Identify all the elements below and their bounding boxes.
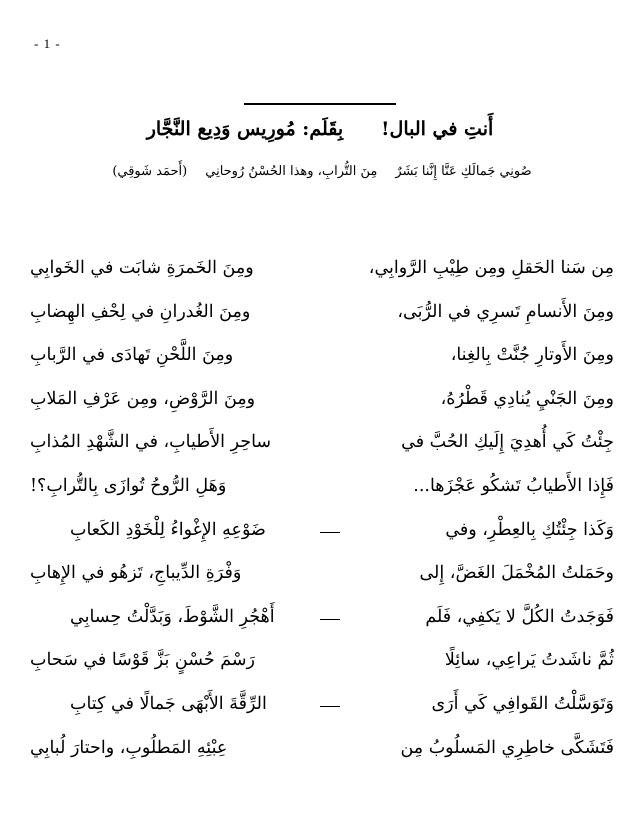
epigraph-first-hemistich: صُونِي جَمالَكِ عَنَّا إِنَّنا بَشَرٌ <box>395 164 532 179</box>
verse-second-hemistich: ومِنَ اللَّحْنِ تَهادَى في الرَّبابِ <box>30 345 234 366</box>
verse-first-hemistich: ومِنَ الجَنْيِ يُنادِي قَطْرُهُ، <box>440 388 614 409</box>
verse-second-hemistich: عِبْئِهِ المَطلُوبِ، واحتارَ لُبابِي <box>30 737 228 758</box>
verse-line <box>0 730 644 774</box>
verse-first-hemistich: جِئْتُ كَي أُهدِيَ إِلَيكِ الحُبَّ في <box>401 432 614 453</box>
verse-line <box>0 468 644 512</box>
continuation-dash <box>320 532 340 533</box>
title-divider <box>244 103 396 105</box>
verse-line <box>0 599 644 643</box>
verse-second-hemistich: وَفْرَةِ الدِّيباجِ، تَزهُو في الإِهابِ <box>30 563 242 584</box>
verse-second-hemistich: ومِنَ الخَمرَةِ شابَت في الخَوابِي <box>30 258 254 278</box>
epigraph-second-hemistich: مِنَ التُّرابِ، وهذا الحُسْنُ رُوحانِي <box>205 164 378 179</box>
poem-body <box>0 250 644 790</box>
verse-first-hemistich: وَتَوَسَّلْتُ القَوافِي كَي أَرَى <box>431 693 614 714</box>
verse-line <box>0 555 644 599</box>
verse-second-hemistich: ساحِرِ الأَطيابِ، في الشَّهْدِ المُذابِ <box>30 432 272 453</box>
page-number: - 1 - <box>34 36 61 51</box>
verse-line <box>0 294 644 338</box>
verse-second-hemistich: ومِنَ الرَّوْضِ، ومِن عَرْفِ المَلابِ <box>30 388 256 409</box>
verse-first-hemistich: ومِنَ الأَوتارِ جُنَّتْ بِالغِنا، <box>450 345 614 366</box>
poem-title: أَنتِ في البال! <box>381 118 494 140</box>
poem-byline: بِقَلَم: مُورِيس وَدِيع النَّجَّار <box>146 118 344 140</box>
verse-second-hemistich: الرِّقَّةَ الأَبْهَى جَمالًا في كِتابِ <box>70 693 267 714</box>
verse-first-hemistich: وَكَذا جِئْتُكِ بِالعِطْرِ، وفي <box>445 519 614 540</box>
verse-first-hemistich: فَإِذا الأَطيابُ تَشكُو عَجْزَها... <box>413 475 614 496</box>
verse-first-hemistich: فَوَجَدتُ الكُلَّ لا يَكفِي، فَلَم <box>425 606 614 627</box>
verse-first-hemistich: ثُمَّ ناشَدتُ يَراعِي، سائِلًا <box>444 650 614 671</box>
verse-first-hemistich: فَتَشَكَّى خاطِرِي المَسلُوبُ مِن <box>400 737 614 758</box>
continuation-dash <box>320 619 340 620</box>
verse-first-hemistich: ومِنَ الأَنسامِ تَسرِي في الرُّبَى، <box>397 301 614 322</box>
verse-second-hemistich: ومِنَ الغُدرانِ في لِحْفِ الهِضابِ <box>30 301 251 322</box>
verse-line <box>0 512 644 556</box>
verse-line <box>0 424 644 468</box>
verse-first-hemistich: مِن سَنا الحَقلِ ومِن طِيْبِ الرَّوابِي، <box>368 258 614 278</box>
verse-second-hemistich: أَهْجُرِ الشَّوْطَ، وَبَدَّلْتُ حِسابِي <box>70 606 275 627</box>
verse-line <box>0 642 644 686</box>
verse-line <box>0 337 644 381</box>
verse-line <box>0 381 644 425</box>
verse-line <box>0 686 644 730</box>
epigraph <box>100 164 544 179</box>
verse-second-hemistich: وَهَلِ الرُّوحُ تُوازَى بِالتُّرابِ؟! <box>30 475 227 496</box>
verse-first-hemistich: وحَمَلتُ المُخْمَلَ الغَضَّ، إِلى <box>419 563 614 584</box>
verse-second-hemistich: رَسْمَ حُسْنٍ بَزَّ قَوْسًا في سَحابِ <box>30 650 255 671</box>
verse-second-hemistich: ضَوْعِهِ الإِغْواءُ لِلْخَوْدِ الكَعابِ <box>70 519 266 540</box>
epigraph-attribution: (أَحمَد شَوقِي) <box>112 164 188 179</box>
continuation-dash <box>320 706 340 707</box>
poem-header <box>120 118 520 140</box>
verse-line <box>0 250 644 294</box>
